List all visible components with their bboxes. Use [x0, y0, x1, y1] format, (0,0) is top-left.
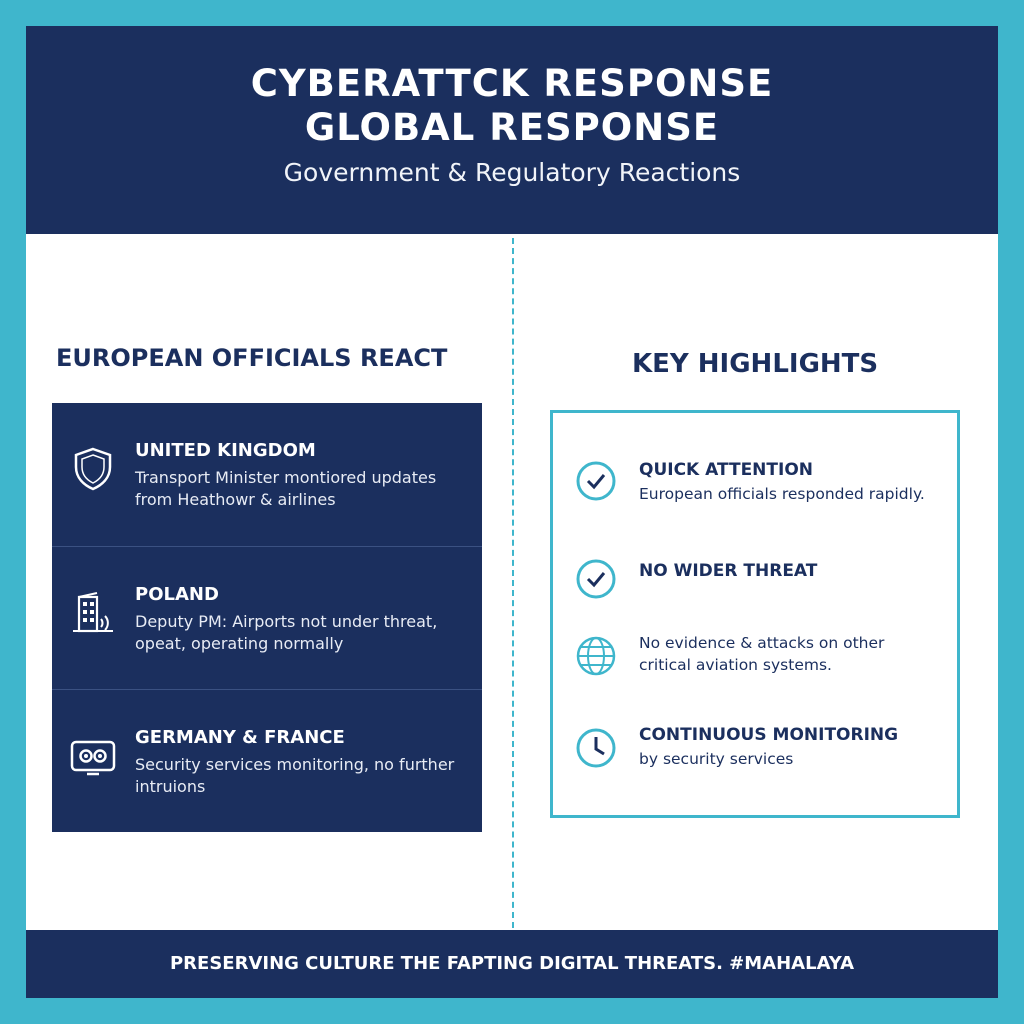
check-circle-icon — [575, 558, 617, 600]
country-name: UNITED KINGDOM — [135, 440, 316, 461]
highlight-title: NO WIDER THREAT — [639, 561, 818, 581]
highlight-title: QUICK ATTENTION — [639, 460, 814, 480]
country-desc: Security services monitoring, no further intruions — [135, 755, 455, 796]
building-icon — [69, 589, 117, 637]
official-row-germany-france — [52, 689, 482, 833]
footer-banner: PRESERVING CULTURE THE FAPTING DIGITAL THREATS. #MAHALAYA — [26, 930, 998, 998]
country-name: POLAND — [135, 584, 219, 605]
right-heading: KEY HIGHLIGHTS — [632, 349, 879, 379]
highlights-panel — [550, 410, 960, 818]
check-circle-icon — [575, 460, 617, 502]
country-desc: Transport Minister montiored updates from Heathowr & airlines — [135, 468, 437, 509]
subtitle: Government & Regulatory Reactions — [283, 158, 741, 187]
official-row-poland — [52, 546, 482, 690]
officials-panel — [52, 403, 482, 832]
globe-icon — [575, 635, 617, 677]
header-banner — [26, 26, 998, 234]
highlight-title: CONTINUOUS MONITORING — [639, 725, 899, 745]
highlight-text: No evidence & attacks on other critical aviation systems. — [639, 634, 885, 674]
highlight-text: by security services — [639, 750, 794, 768]
title-line-1: CYBERATTCK RESPONSE — [250, 62, 774, 105]
title-line-2: GLOBAL RESPONSE — [304, 106, 720, 149]
center-divider — [512, 238, 514, 928]
clock-icon — [575, 727, 617, 769]
monitor-icon — [69, 732, 117, 780]
country-name: GERMANY & FRANCE — [135, 727, 345, 748]
official-row-uk — [52, 403, 482, 546]
infographic-card — [26, 26, 998, 998]
shield-icon — [69, 445, 117, 493]
highlight-text: European officials responded rapidly. — [639, 485, 925, 503]
left-heading: EUROPEAN OFFICIALS REACT — [56, 344, 448, 372]
country-desc: Deputy PM: Airports not under threat, opeat, operating normally — [135, 612, 438, 653]
